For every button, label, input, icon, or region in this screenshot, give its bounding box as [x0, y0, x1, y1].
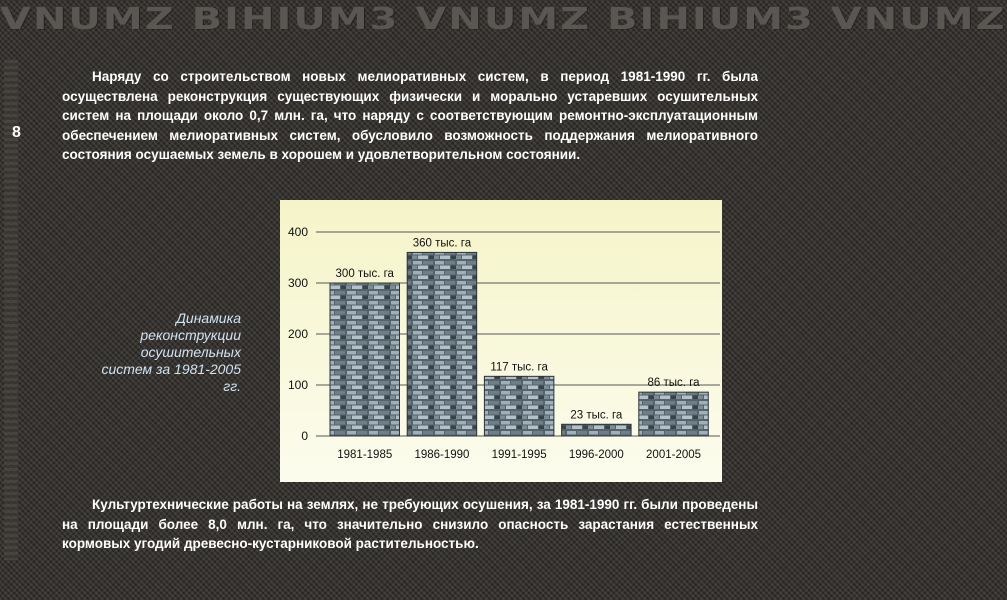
bar — [330, 283, 399, 436]
x-category-label: 2001-2005 — [646, 449, 702, 461]
bar — [562, 424, 631, 436]
bar — [639, 392, 708, 436]
y-tick-label: 100 — [287, 378, 308, 392]
data-label: 86 тыс. га — [647, 377, 700, 390]
x-category-label: 1991-1995 — [491, 449, 547, 461]
bar — [484, 376, 553, 436]
data-label: 360 тыс. га — [412, 237, 472, 250]
x-category-label: 1981-1985 — [337, 449, 393, 461]
data-label: 117 тыс. га — [490, 361, 548, 374]
paragraph-cultural-works: Культуртехнические работы на землях, не требующих осушения, за 1981-1990 гг. были проведены на площади более 8,0 млн. га, что значительно снизило опасность зарастания естественных кормовых угодий древесно-кустарниковой растительностью. — [62, 497, 758, 551]
data-label: 23 тыс. га — [570, 409, 623, 422]
bar-chart — [280, 200, 722, 482]
slide-number: 8 — [12, 124, 21, 141]
y-tick-label: 300 — [287, 276, 308, 290]
y-tick-label: 400 — [287, 225, 308, 239]
x-category-label: 1986-1990 — [414, 449, 470, 461]
bar — [407, 252, 476, 436]
paragraph-reconstruction: Наряду со строительством новых мелиоративных систем, в период 1981-1990 гг. была осуществлена реконструкция существующих физически и морально устаревших осушительных систем на площади около 0,7 млн. га, что наряду с соответствующим ремонтно-эксплуатационным обеспечением мелиоративных систем, обусловило возможность поддержания мелиоративного состояния осушаемых земель в хорошем и удовлетворительном состоянии. — [62, 69, 758, 162]
header-banner: VNUMZ BIHIUM3 VNUMZ BIHIUM3 VNUMZ — [0, 1, 1007, 37]
y-tick-label: 0 — [301, 429, 308, 443]
chart-caption: Динамика реконструкции осушительных систем за 1981-2005 гг. — [101, 310, 241, 394]
x-category-label: 1996-2000 — [568, 449, 624, 461]
y-tick-label: 200 — [287, 327, 308, 341]
data-label: 300 тыс. га — [335, 268, 394, 280]
bar-chart-panel — [280, 200, 722, 482]
